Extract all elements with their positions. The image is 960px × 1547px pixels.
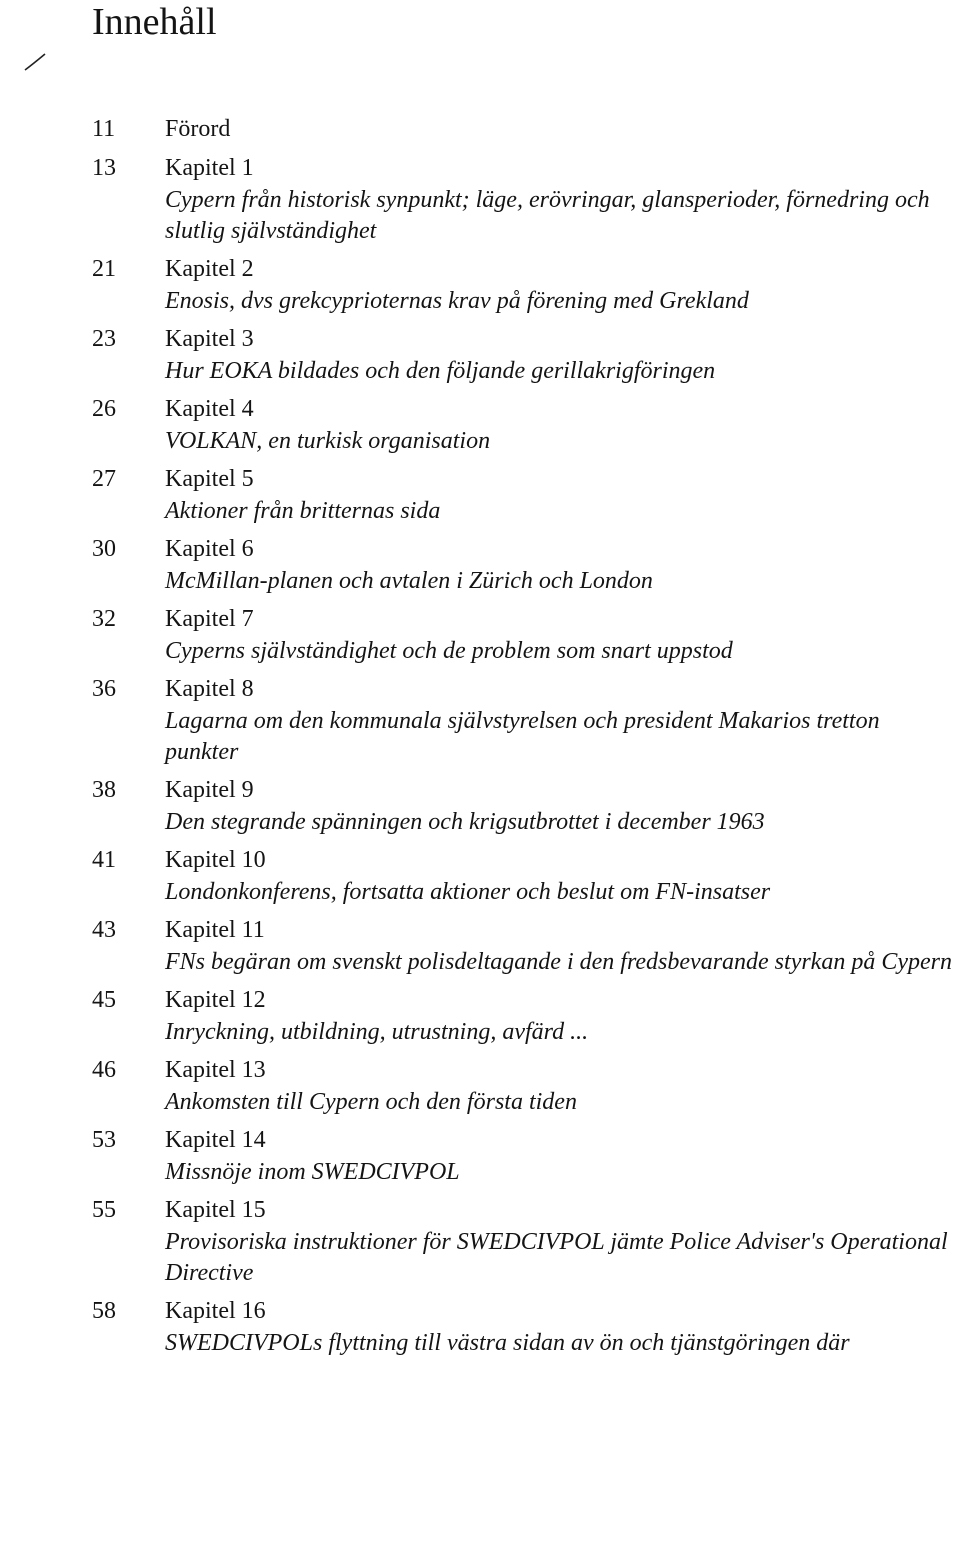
toc-page-number: 41 — [92, 847, 116, 873]
toc-page-number: 23 — [92, 326, 116, 352]
toc-page-number: 21 — [92, 256, 116, 282]
toc-chapter-label: Förord — [165, 116, 231, 142]
toc-entry — [0, 1193, 960, 1289]
toc-chapter-label: Kapitel 10 — [165, 847, 266, 873]
toc-page-number: 58 — [92, 1298, 116, 1324]
toc-page-number: 11 — [92, 116, 116, 142]
toc-page-number: 36 — [92, 676, 116, 702]
toc-chapter-label: Kapitel 1 — [165, 155, 254, 181]
toc-entry — [0, 322, 960, 387]
toc-chapter-label: Kapitel 14 — [165, 1127, 266, 1153]
toc-chapter-title: McMillan-planen och avtalen i Zürich och London — [165, 568, 653, 594]
toc-entry — [0, 843, 960, 908]
toc-entry — [0, 983, 960, 1048]
toc-chapter-title: Lagarna om den kommunala självstyrelsen och president Makarios tretton punkter — [165, 708, 880, 765]
toc-chapter-label: Kapitel 2 — [165, 256, 254, 282]
toc-chapter-title: Aktioner från britternas sida — [165, 498, 441, 524]
toc-page-number: 38 — [92, 777, 116, 803]
toc-page-number: 53 — [92, 1127, 116, 1153]
toc-page-number: 30 — [92, 536, 116, 562]
toc-chapter-label: Kapitel 12 — [165, 987, 266, 1013]
toc-page-number: 32 — [92, 606, 116, 632]
toc-chapter-title: Ankomsten till Cypern och den första tiden — [165, 1089, 577, 1115]
toc-chapter-title: Enosis, dvs grekcyprioternas krav på förening med Grekland — [165, 288, 749, 314]
toc-chapter-title: Missnöje inom SWEDCIVPOL — [165, 1159, 460, 1185]
toc-entry — [0, 602, 960, 667]
toc-chapter-title: Londonkonferens, fortsatta aktioner och beslut om FN-insatser — [165, 879, 771, 905]
toc-chapter-title: Hur EOKA bildades och den följande gerillakrigföringen — [165, 358, 716, 384]
table-of-contents — [0, 112, 960, 1364]
toc-chapter-label: Kapitel 16 — [165, 1298, 266, 1324]
toc-chapter-label: Kapitel 5 — [165, 466, 254, 492]
toc-entry — [0, 1053, 960, 1118]
toc-entry — [0, 151, 960, 247]
toc-chapter-label: Kapitel 4 — [165, 396, 254, 422]
toc-chapter-title: Inryckning, utbildning, utrustning, avfärd ... — [165, 1019, 589, 1045]
toc-chapter-label: Kapitel 6 — [165, 536, 254, 562]
toc-page-number: 43 — [92, 917, 116, 943]
toc-entry — [0, 672, 960, 768]
toc-page-number: 45 — [92, 987, 116, 1013]
toc-chapter-title: Provisoriska instruktioner för SWEDCIVPOL jämte Police Adviser's Operational Directive — [165, 1229, 948, 1286]
toc-chapter-title: Cypern från historisk synpunkt; läge, erövringar, glansperioder, förnedring och slutlig självständighet — [165, 187, 930, 244]
toc-page-number: 26 — [92, 396, 116, 422]
toc-chapter-label: Kapitel 3 — [165, 326, 254, 352]
toc-chapter-title: Cyperns självständighet och de problem som snart uppstod — [165, 638, 733, 664]
toc-chapter-label: Kapitel 15 — [165, 1197, 266, 1223]
toc-entry — [0, 112, 960, 146]
toc-page-number: 13 — [92, 155, 116, 181]
toc-chapter-title: VOLKAN, en turkisk organisation — [165, 428, 491, 454]
page-title: Innehåll — [92, 1, 217, 43]
toc-chapter-label: Kapitel 7 — [165, 606, 254, 632]
pen-mark-icon — [24, 52, 46, 72]
toc-entry — [0, 462, 960, 527]
toc-page-number: 55 — [92, 1197, 116, 1223]
toc-page-number: 27 — [92, 466, 116, 492]
toc-entry — [0, 392, 960, 457]
toc-page-number: 46 — [92, 1057, 116, 1083]
toc-entry — [0, 1123, 960, 1188]
toc-entry — [0, 913, 960, 978]
toc-chapter-title: SWEDCIVPOLs flyttning till västra sidan av ön och tjänstgöringen där — [165, 1330, 850, 1356]
toc-entry — [0, 252, 960, 317]
toc-chapter-title: Den stegrande spänningen och krigsutbrottet i december 1963 — [165, 809, 765, 835]
toc-chapter-title: FNs begäran om svenskt polisdeltagande i den fredsbevarande styrkan på Cypern — [165, 949, 952, 975]
toc-chapter-label: Kapitel 9 — [165, 777, 254, 803]
toc-chapter-label: Kapitel 8 — [165, 676, 254, 702]
toc-chapter-label: Kapitel 11 — [165, 917, 265, 943]
toc-chapter-label: Kapitel 13 — [165, 1057, 266, 1083]
toc-entry — [0, 773, 960, 838]
toc-entry — [0, 532, 960, 597]
toc-entry — [0, 1294, 960, 1359]
